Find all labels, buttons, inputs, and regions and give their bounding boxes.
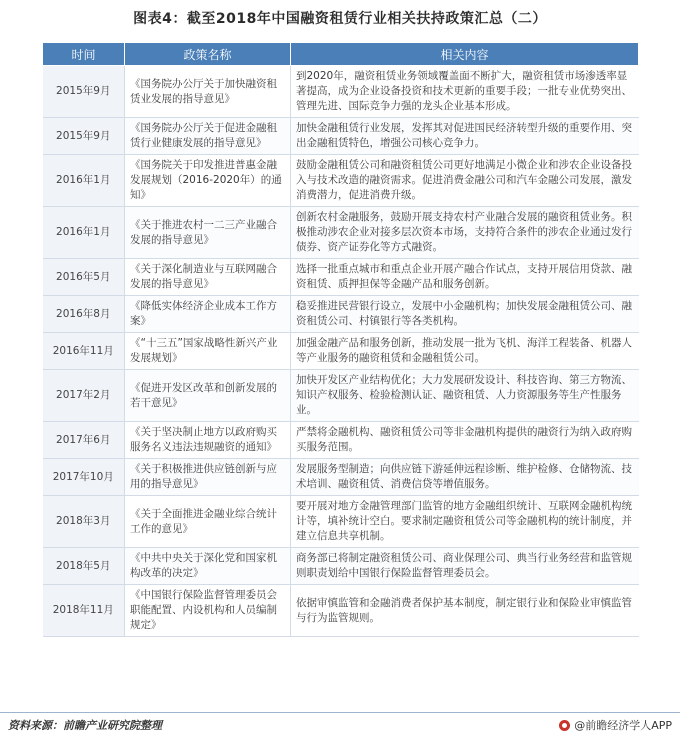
table-row xyxy=(43,259,639,296)
table-row xyxy=(43,496,639,548)
policy-name-cell: 《中共中央关于深化党和国家机构改革的决定》 xyxy=(125,548,291,585)
time-cell: 2016年1月 xyxy=(43,207,125,259)
table-row xyxy=(43,585,639,637)
table-row xyxy=(43,370,639,422)
content-cell: 加强金融产品和服务创新，推动发展一批为飞机、海洋工程装备、机器人等产业服务的融资租赁和金融租赁公司。 xyxy=(291,333,639,370)
time-cell: 2016年8月 xyxy=(43,296,125,333)
footer xyxy=(0,712,680,735)
policy-name-cell: 《国务院办公厅关于加快融资租赁业发展的指导意见》 xyxy=(125,66,291,118)
policy-name-cell: 《中国银行保险监督管理委员会职能配置、内设机构和人员编制规定》 xyxy=(125,585,291,637)
policy-name-cell: 《“十三五”国家战略性新兴产业发展规划》 xyxy=(125,333,291,370)
time-cell: 2015年9月 xyxy=(43,66,125,118)
time-cell: 2017年2月 xyxy=(43,370,125,422)
time-cell: 2018年3月 xyxy=(43,496,125,548)
content-cell: 要开展对地方金融管理部门监管的地方金融组织统计、互联网金融机构统计等，填补统计空白。要求制定融资租赁公司等金融机构的统计制度，并建立信息共享机制。 xyxy=(291,496,639,548)
time-cell: 2018年11月 xyxy=(43,585,125,637)
time-cell: 2017年10月 xyxy=(43,459,125,496)
header-policy-name: 政策名称 xyxy=(125,43,291,66)
content-cell: 依据审慎监管和金融消费者保护基本制度，制定银行业和保险业审慎监管与行为监管规则。 xyxy=(291,585,639,637)
header-content: 相关内容 xyxy=(291,43,639,66)
policy-name-cell: 《关于推进农村一二三产业融合发展的指导意见》 xyxy=(125,207,291,259)
content-cell: 创新农村金融服务，鼓励开展支持农村产业融合发展的融资租赁业务。积极推动涉农企业对接多层次资本市场，支持符合条件的涉农企业通过发行债券、资产证券化等方式融资。 xyxy=(291,207,639,259)
time-cell: 2018年5月 xyxy=(43,548,125,585)
table-row xyxy=(43,155,639,207)
table-body xyxy=(43,66,639,637)
policy-name-cell: 《关于积极推进供应链创新与应用的指导意见》 xyxy=(125,459,291,496)
time-cell: 2015年9月 xyxy=(43,118,125,155)
table-row xyxy=(43,66,639,118)
content-cell: 商务部已将制定融资租赁公司、商业保理公司、典当行业务经营和监管规则职责划给中国银行保险监督管理委员会。 xyxy=(291,548,639,585)
brand-logo-icon xyxy=(559,720,570,731)
table-header-row xyxy=(43,43,639,66)
content-cell: 到2020年，融资租赁业务领域覆盖面不断扩大，融资租赁市场渗透率显著提高，成为企业设备投资和技术更新的重要手段；一批专业优势突出、管理先进、国际竞争力强的龙头企业基本形成。 xyxy=(291,66,639,118)
policy-name-cell: 《降低实体经济企业成本工作方案》 xyxy=(125,296,291,333)
time-cell: 2017年6月 xyxy=(43,422,125,459)
table-row xyxy=(43,333,639,370)
content-cell: 发展服务型制造；向供应链下游延伸远程诊断、维护检修、仓储物流、技术培训、融资租赁、消费信贷等增值服务。 xyxy=(291,459,639,496)
policy-name-cell: 《关于深化制造业与互联网融合发展的指导意见》 xyxy=(125,259,291,296)
table-row xyxy=(43,548,639,585)
header-time: 时间 xyxy=(43,43,125,66)
brand-label: @前瞻经济学人APP xyxy=(574,719,672,732)
page-title: 图表4：截至2018年中国融资租赁行业相关扶持政策汇总（二） xyxy=(133,11,547,27)
time-cell: 2016年11月 xyxy=(43,333,125,370)
content-cell: 选择一批重点城市和重点企业开展产融合作试点，支持开展信用贷款、融资租赁、质押担保等金融产品和服务创新。 xyxy=(291,259,639,296)
table-row xyxy=(43,459,639,496)
content-cell: 严禁将金融机构、融资租赁公司等非金融机构提供的融资行为纳入政府购买服务范围。 xyxy=(291,422,639,459)
content-cell: 稳妥推进民营银行设立，发展中小金融机构；加快发展金融租赁公司、融资租赁公司、村镇银行等各类机构。 xyxy=(291,296,639,333)
table-row xyxy=(43,296,639,333)
table-row xyxy=(43,422,639,459)
time-cell: 2016年5月 xyxy=(43,259,125,296)
policy-name-cell: 《国务院办公厅关于促进金融租赁行业健康发展的指导意见》 xyxy=(125,118,291,155)
policy-name-cell: 《促进开发区改革和创新发展的若干意见》 xyxy=(125,370,291,422)
policy-table xyxy=(42,42,639,637)
policy-name-cell: 《关于坚决制止地方以政府购买服务名义违法违规融资的通知》 xyxy=(125,422,291,459)
brand xyxy=(559,717,672,733)
source-note: 资料来源：前瞻产业研究院整理 xyxy=(8,719,162,732)
time-cell: 2016年1月 xyxy=(43,155,125,207)
table-row xyxy=(43,118,639,155)
content-cell: 加快开发区产业结构优化；大力发展研发设计、科技咨询、第三方物流、知识产权服务、检验检测认证、融资租赁、人力资源服务等生产性服务业。 xyxy=(291,370,639,422)
table-row xyxy=(43,207,639,259)
policy-name-cell: 《国务院关于印发推进普惠金融发展规划（2016-2020年）的通知》 xyxy=(125,155,291,207)
content-cell: 鼓励金融租赁公司和融资租赁公司更好地满足小微企业和涉农企业设备投入与技术改造的融资需求。促进消费金融公司和汽车金融公司发展，激发消费潜力，促进消费升级。 xyxy=(291,155,639,207)
policy-name-cell: 《关于全面推进金融业综合统计工作的意见》 xyxy=(125,496,291,548)
content-cell: 加快金融租赁行业发展，发挥其对促进国民经济转型升级的重要作用、突出金融租赁特色，增强公司核心竞争力。 xyxy=(291,118,639,155)
